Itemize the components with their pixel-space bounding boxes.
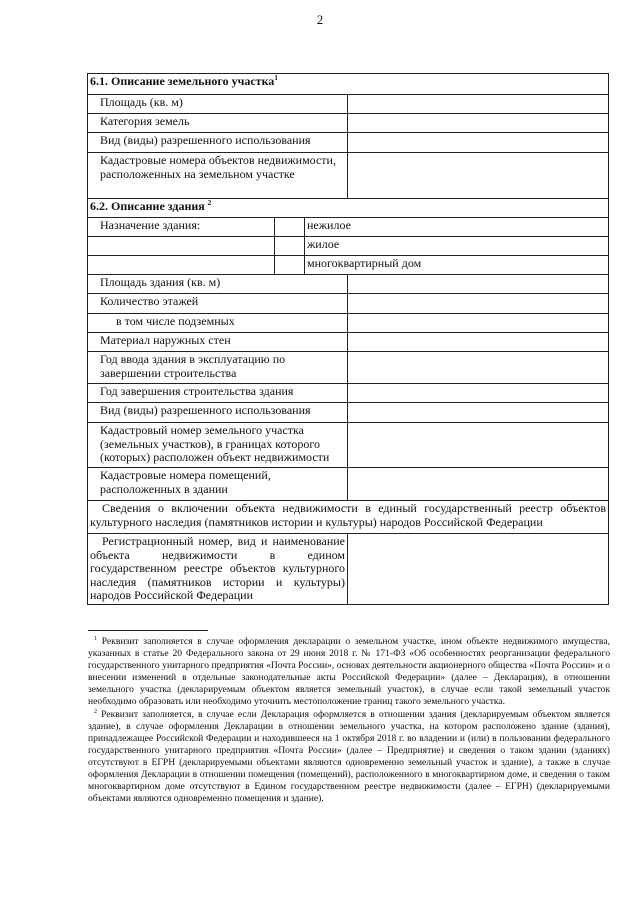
wall-material-label: Материал наружных стен [88,333,348,352]
premises-cadastral-numbers-field[interactable] [348,468,609,501]
section-building-header: 6.2. Описание здания $^2$ [88,199,609,218]
purpose-nonresidential-label: нежилое [305,218,609,237]
land-category-field[interactable] [348,114,609,133]
footnote-ref-1: 1 [274,74,278,82]
land-cadastral-objects-label: Кадастровые номера объектов недвижимости, расположенных на земельном участке [88,153,348,199]
commissioning-year-field[interactable] [348,352,609,384]
floors-count-field[interactable] [348,294,609,314]
purpose-blank-cell [88,237,275,256]
purpose-blank-cell [88,256,275,275]
land-cadastral-number-field[interactable] [348,423,609,468]
construction-year-field[interactable] [348,384,609,403]
floors-count-label: Количество этажей [88,294,348,314]
section-land-header: 6.1. Описание земельного участка$^1$ [88,74,609,95]
declaration-form-table [87,73,609,605]
footnote-1: $^1$ Реквизит заполняется в случае оформления декларации о земельном участке, ином объекте недвижимого имущества, указанных в статье 20 Федерального закона от 29 июня 2018 г. № 171-ФЗ «Об особенностях реорганизации федерального государственного унитарного предприятия «Почта России», основах деятельности акционерного общества «Почта России» и о внесении изменений в отдельные законодательные акты Российской Федерации» (далее – Декларация), в отношении земельного участка (декларируемым объектом является земельный участок), в случае если такой земельный участок необходимо образовать или необходимо уточнить местоположение границ такого земельного участка. [88,635,610,708]
page-number: 2 [316,12,324,27]
land-permitted-use-field[interactable] [348,133,609,153]
purpose-residential-checkbox[interactable] [275,237,305,256]
heritage-registration-label: Регистрационный номер, вид и наименование объекта недвижимости в едином государственном реестре объектов культурного наследия (памятников истории и культуры) народов Российской Федерации [88,534,348,605]
building-area-field[interactable] [348,275,609,294]
purpose-apartment-label: многоквартирный дом [305,256,609,275]
land-area-field[interactable] [348,95,609,114]
land-area-label: Площадь (кв. м) [88,95,348,114]
construction-year-label: Год завершения строительства здания [88,384,348,403]
building-permitted-use-field[interactable] [348,403,609,423]
land-cadastral-objects-field[interactable] [348,153,609,199]
purpose-nonresidential-checkbox[interactable] [275,218,305,237]
footnote-ref-2: 2 [207,199,212,207]
building-purpose-label: Назначение здания: [88,218,275,237]
heritage-registration-field[interactable] [348,534,609,605]
footnote-2: $^2$ Реквизит заполняется, в случае если Декларация оформляется в отношении здания (декларируемым объектом является здание), в случае оформления Декларации в отношении земельного участка, на котором расположено здание (здания), принадлежащее Российской Федерации и находившееся на 1 октября 2018 г. во владении и (или) в пользовании федерального государственного унитарного предприятия «Почта России» (далее – Предприятие) и сведения о таком здании (зданиях) отсутствуют в ЕГРН (декларируемыми объектами являются одновременно земельный участок и здание), а также в случае оформления Декларации в отношении помещения (помещений), расположенного в многоквартирном доме, и сведения о таком многоквартирном доме отсутствуют в Едином государственном реестре недвижимости (далее – ЕГРН) (декларируемыми объектами являются одновременно помещения и здание). [88,708,610,805]
premises-cadastral-numbers-label: Кадастровые номера помещений, расположенных в здании [88,468,348,501]
land-permitted-use-label: Вид (виды) разрешенного использования [88,133,348,153]
building-area-label: Площадь здания (кв. м) [88,275,348,294]
underground-floors-label: в том числе подземных [88,314,348,333]
land-category-label: Категория земель [88,114,348,133]
purpose-residential-label: жилое [305,237,609,256]
building-permitted-use-label: Вид (виды) разрешенного использования [88,403,348,423]
land-cadastral-number-label: Кадастровый номер земельного участка (земельных участков), в границах которого (которых) расположен объект недвижимости [88,423,348,468]
commissioning-year-label: Год ввода здания в эксплуатацию по завершении строительства [88,352,348,384]
purpose-apartment-checkbox[interactable] [275,256,305,275]
underground-floors-field[interactable] [348,314,609,333]
wall-material-field[interactable] [348,333,609,352]
heritage-register-info: Сведения о включении объекта недвижимости в единый государственный реестр объектов культурного наследия (памятников истории и культуры) народов Российской Федерации [88,501,609,534]
footnotes [88,636,610,805]
footnote-divider [88,630,208,631]
